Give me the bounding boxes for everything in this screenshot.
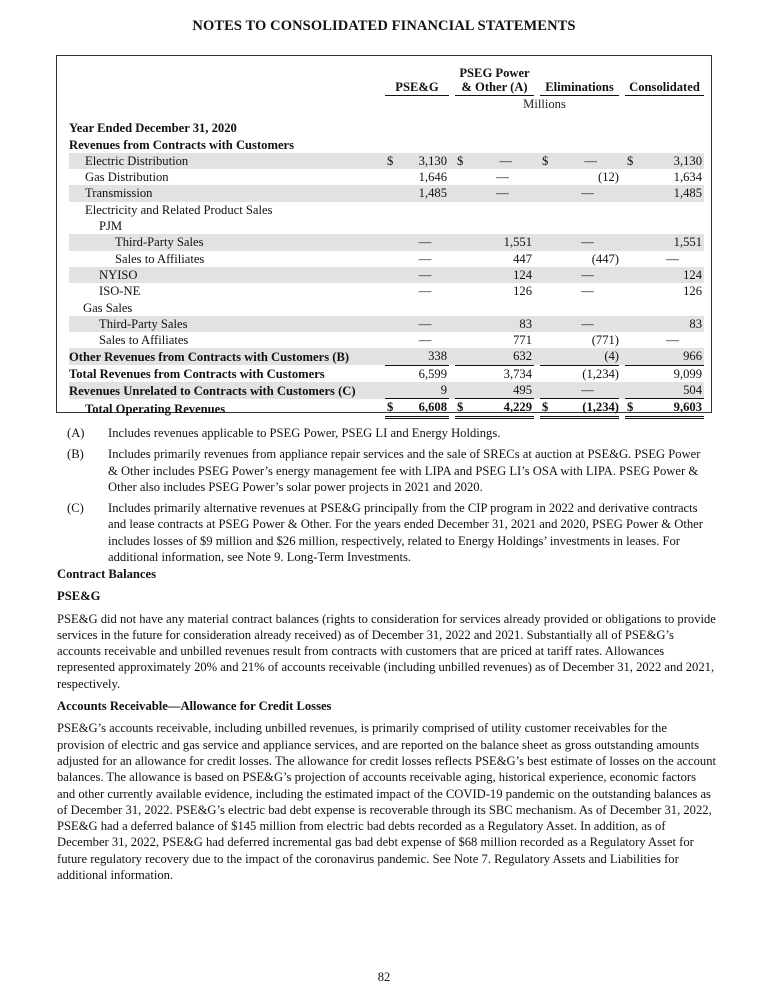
section-heading-row	[69, 137, 704, 153]
revenue-table-box	[56, 55, 712, 416]
row-label: Electric Distribution	[69, 153, 379, 169]
cell-value: —	[581, 316, 594, 331]
cell-value: 1,485	[418, 186, 447, 201]
cell-value: 124	[683, 267, 702, 282]
footnote-a	[67, 425, 712, 441]
cell-power-other	[455, 218, 534, 234]
footnote-label: (B)	[67, 447, 84, 462]
cell-pseg	[385, 365, 449, 382]
page-number: 82	[377, 970, 391, 984]
row-label: Other Revenues from Contracts with Customers (B)	[69, 348, 379, 365]
currency-symbol: $	[627, 153, 634, 168]
cell-pseg	[385, 316, 449, 332]
contract-balances-heading: Contract Balances	[57, 567, 156, 581]
cell-consolidated	[625, 218, 704, 234]
accounts-receivable-paragraph: PSE&G’s accounts receivable, including unbilled revenues, is primarily comprised of utility customer receivables for the provision of electric and gas service and appliance services, and are reported on the balance sheet as gross outstanding amounts adjusted for an allowance for credit losses. The allowance for credit losses reflects PSE&G’s best estimate of losses on the account balances. The allowance is based on PSE&G’s projection of accounts receivable aging, historical experience, economic factors and other currently available evidence, including the estimated impact of the COVID-19 pandemic on the outstanding balances as of December 31, 2022. PSE&G’s electric bad debt expense is recoverable through its SBC mechanism. As of December 31, 2022, PSE&G had a deferred balance of $145 million from electric bad debts recorded as a Regulatory Asset. In addition, as of December 31, 2022, PSE&G had deferred incremental gas bad debt expense of $68 million recorded as a Regulatory Asset for future regulatory recovery due to the impact of the coronavirus pandemic. See Note 7. Regulatory Assets and Liabilities for additional information.	[57, 721, 716, 883]
cell-power-other	[455, 169, 534, 185]
cell-value: —	[581, 284, 594, 299]
table-row	[69, 382, 704, 399]
cell-eliminations	[540, 316, 619, 332]
cell-value: (771)	[591, 333, 619, 348]
cell-consolidated	[625, 283, 704, 299]
currency-symbol: $	[457, 400, 464, 415]
cell-value: 6,608	[418, 400, 447, 415]
cell-value: 1,551	[673, 235, 702, 250]
row-label: Transmission	[69, 185, 379, 201]
table-row	[69, 169, 704, 185]
col-header-eliminations: Eliminations	[540, 66, 619, 96]
cell-pseg	[385, 332, 449, 348]
cell-eliminations	[540, 234, 619, 250]
cell-power-other	[455, 283, 534, 299]
cell-value: 9,099	[673, 366, 702, 381]
cell-consolidated	[625, 169, 704, 185]
cell-value: —	[418, 235, 432, 250]
cell-value: 447	[513, 251, 532, 266]
cell-eliminations	[540, 202, 619, 218]
currency-symbol: $	[542, 400, 549, 415]
cell-value: —	[581, 383, 594, 398]
cell-power-other	[455, 185, 534, 201]
row-label: Third-Party Sales	[69, 316, 379, 332]
table-row	[69, 283, 704, 299]
cell-value: —	[581, 235, 594, 250]
table-row	[69, 348, 704, 365]
cell-consolidated	[625, 202, 704, 218]
cell-consolidated	[625, 300, 704, 316]
cell-pseg	[385, 234, 449, 250]
footnote-b	[67, 446, 712, 495]
cell-eliminations	[540, 382, 619, 399]
table-row	[69, 251, 704, 267]
cell-value: —	[584, 153, 597, 168]
col-header-pseg: PSE&G	[385, 66, 449, 96]
col-header-power-other	[455, 66, 534, 96]
cell-value: —	[418, 333, 432, 348]
cell-power-other	[455, 267, 534, 283]
table-row	[69, 332, 704, 348]
cell-value: (4)	[604, 349, 619, 364]
cell-power-other	[455, 332, 534, 348]
cell-power-other	[455, 399, 534, 417]
table-row	[69, 365, 704, 382]
row-label: Electricity and Related Product Sales	[85, 202, 273, 217]
cell-value: —	[666, 333, 679, 348]
cell-value: 126	[683, 284, 702, 299]
cell-value: —	[581, 267, 594, 282]
revenue-table	[69, 66, 704, 419]
cell-eliminations	[540, 153, 619, 169]
cell-pseg	[385, 348, 449, 365]
body-text	[57, 566, 717, 889]
cell-value: —	[496, 186, 509, 201]
table-row	[69, 153, 704, 169]
table-row	[69, 267, 704, 283]
cell-consolidated	[625, 251, 704, 267]
cell-pseg	[385, 169, 449, 185]
cell-value: —	[581, 186, 594, 201]
units-row	[69, 96, 704, 113]
cell-eliminations	[540, 348, 619, 365]
cell-value: —	[499, 153, 512, 168]
row-label: ISO-NE	[99, 284, 141, 299]
cell-value: 9	[440, 383, 447, 398]
cell-eliminations	[540, 283, 619, 299]
cell-value: 126	[513, 284, 532, 299]
cell-value: 338	[428, 349, 447, 364]
cell-value: 9,603	[673, 400, 702, 415]
section-heading: Revenues from Contracts with Customers	[69, 137, 295, 152]
cell-pseg	[385, 218, 449, 234]
col-header-consolidated: Consolidated	[625, 66, 704, 96]
currency-symbol: $	[627, 400, 634, 415]
cell-eliminations	[540, 218, 619, 234]
cell-value: (1,234)	[582, 366, 619, 381]
cell-consolidated	[625, 348, 704, 365]
footnote-c	[67, 500, 712, 565]
cell-power-other	[455, 365, 534, 382]
cell-pseg	[385, 300, 449, 316]
currency-symbol: $	[542, 153, 549, 168]
cell-power-other	[455, 202, 534, 218]
cell-value: —	[418, 251, 432, 266]
row-label: PJM	[99, 219, 123, 234]
cell-consolidated	[625, 316, 704, 332]
cell-value: 3,734	[503, 366, 532, 381]
cell-pseg	[385, 283, 449, 299]
row-label: Total Revenues from Contracts with Customers	[69, 366, 325, 381]
cell-eliminations	[540, 169, 619, 185]
cell-value: (12)	[598, 170, 619, 185]
table-row	[69, 218, 704, 234]
footnote-label: (A)	[67, 426, 85, 440]
row-label: Gas Distribution	[85, 170, 169, 185]
cell-eliminations	[540, 185, 619, 201]
currency-symbol: $	[387, 400, 394, 415]
cell-consolidated	[625, 185, 704, 201]
table-row	[69, 234, 704, 250]
cell-value: 1,634	[673, 170, 702, 185]
table-row	[69, 300, 704, 316]
currency-symbol: $	[387, 153, 394, 168]
cell-eliminations	[540, 399, 619, 417]
cell-value: —	[418, 284, 432, 299]
footnote-text: Includes primarily revenues from appliance repair services and the sale of SRECs at auction at PSE&G. PSEG Power & Other includes PSEG Power’s energy management fee with LIPA and PSEG LI’s OSA with LIPA. PSEG Power & Other also includes PSEG Power’s solar power projects in 2021 and 2020.	[108, 447, 701, 494]
cell-value: 83	[519, 316, 532, 331]
row-label: Sales to Affiliates	[115, 251, 205, 266]
cell-power-other	[455, 251, 534, 267]
cell-value: (447)	[591, 251, 619, 266]
cell-eliminations	[540, 332, 619, 348]
cell-pseg	[385, 251, 449, 267]
cell-consolidated	[625, 153, 704, 169]
cell-pseg	[385, 153, 449, 169]
row-label: NYISO	[69, 267, 379, 283]
row-label: Revenues Unrelated to Contracts with Customers (C)	[69, 382, 379, 399]
cell-value: 6,599	[418, 366, 447, 381]
page-title: NOTES TO CONSOLIDATED FINANCIAL STATEMENTS	[192, 18, 576, 34]
cell-value: 83	[689, 316, 702, 331]
cell-value: 504	[683, 383, 702, 398]
table-header-row	[69, 66, 704, 96]
pseg-heading: PSE&G	[57, 589, 101, 604]
cell-consolidated	[625, 365, 704, 382]
cell-consolidated	[625, 234, 704, 250]
cell-value: 966	[683, 349, 702, 364]
cell-value: —	[418, 267, 432, 282]
footnote-label: (C)	[67, 501, 84, 516]
pseg-paragraph: PSE&G did not have any material contract balances (rights to consideration for services already provided or obligations to provide services in the future for consideration already received) as of December 31, 2022 and 2021. Substantially all of PSE&G’s accounts receivable and unbilled revenues result from contracts with customers that are priced at tariff rates. Allowances represented approximately 20% and 21% of accounts receivable (including unbilled revenues) as of December 31, 2022 and 2021, respectively.	[57, 611, 716, 691]
table-row	[69, 316, 704, 332]
cell-value: 495	[513, 383, 532, 398]
cell-value: —	[666, 251, 679, 266]
cell-eliminations	[540, 365, 619, 382]
footnotes	[67, 425, 712, 570]
cell-pseg	[385, 399, 449, 417]
row-label: Gas Sales	[83, 300, 133, 315]
cell-eliminations	[540, 300, 619, 316]
cell-pseg	[385, 202, 449, 218]
cell-consolidated	[625, 267, 704, 283]
cell-value: 771	[513, 333, 532, 348]
cell-value: —	[418, 316, 432, 331]
cell-consolidated	[625, 399, 704, 417]
cell-pseg	[385, 267, 449, 283]
table-row	[69, 399, 704, 417]
period-heading-row	[69, 120, 704, 136]
cell-value: (1,234)	[582, 400, 619, 415]
cell-power-other	[455, 234, 534, 250]
cell-value: 3,130	[673, 153, 702, 168]
cell-value: 632	[513, 349, 532, 364]
units-label: Millions	[523, 97, 566, 111]
row-label: Third-Party Sales	[69, 234, 379, 250]
table-row	[69, 185, 704, 201]
cell-power-other	[455, 300, 534, 316]
cell-consolidated	[625, 332, 704, 348]
cell-pseg	[385, 185, 449, 201]
cell-value: —	[496, 170, 509, 185]
row-label: Total Operating Revenues	[85, 401, 226, 416]
col-header-power-other-line1: PSEG Power	[459, 66, 530, 80]
cell-value: 1,646	[418, 170, 447, 185]
cell-consolidated	[625, 382, 704, 399]
cell-power-other	[455, 382, 534, 399]
col-header-power-other-line2: & Other (A)	[461, 80, 528, 94]
cell-value: 1,485	[673, 186, 702, 201]
cell-pseg	[385, 382, 449, 399]
cell-power-other	[455, 316, 534, 332]
row-label: Sales to Affiliates	[99, 333, 189, 348]
accounts-receivable-heading: Accounts Receivable—Allowance for Credit Losses	[57, 699, 332, 714]
table-row	[69, 202, 704, 218]
cell-value: 124	[513, 267, 532, 282]
cell-value: 3,130	[418, 153, 447, 168]
currency-symbol: $	[457, 153, 464, 168]
cell-value: 1,551	[503, 235, 532, 250]
cell-power-other	[455, 348, 534, 365]
cell-eliminations	[540, 251, 619, 267]
cell-value: 4,229	[503, 400, 532, 415]
cell-eliminations	[540, 267, 619, 283]
cell-power-other	[455, 153, 534, 169]
period-heading: Year Ended December 31, 2020	[69, 121, 237, 136]
footnote-text: Includes revenues applicable to PSEG Power, PSEG LI and Energy Holdings.	[108, 426, 501, 440]
footnote-text: Includes primarily alternative revenues at PSE&G principally from the CIP program in 2022 and derivative contracts and lease contracts at PSEG Power & Other. For the years ended December 31, 2021 and 2020, PSEG Power & Other includes losses of $9 million and $26 million, respectively, related to Energy Holdings’ investments in leases. For additional information, see Note 9. Long-Term Investments.	[108, 501, 703, 565]
